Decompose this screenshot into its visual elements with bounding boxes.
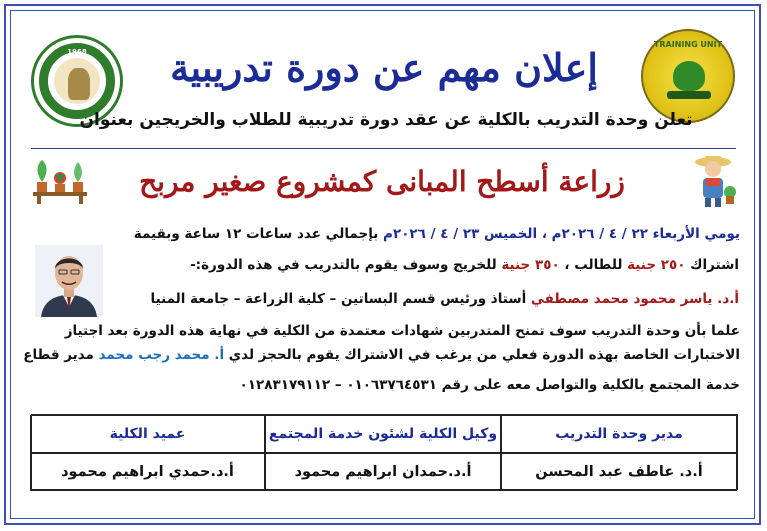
- signature-name: أ.د.حمدي ابراهيم محمود: [30, 453, 265, 491]
- course-dates-line: [28, 223, 740, 245]
- fees-prefix: اشتراك: [685, 257, 739, 273]
- graduate-fee: ٣٥٠ جنية: [501, 257, 560, 273]
- faculty-logo-year: 1968: [67, 48, 87, 56]
- training-unit-label: TRAINING UNIT: [653, 40, 723, 49]
- notice-line-2-suffix: مدير قطاع: [23, 347, 99, 363]
- pharaoh-emblem-icon: [54, 58, 100, 104]
- trainer-name: أ.د. ياسر محمود محمد مصطفي: [530, 291, 739, 307]
- signatures-table: [31, 414, 738, 490]
- announcement-title: إعلان مهم عن دورة تدريبية: [170, 45, 598, 90]
- notice-line-2: [23, 344, 740, 366]
- student-fee: ٢٥٠ جنية: [627, 257, 686, 273]
- emblem-base-icon: [667, 91, 711, 99]
- course-dates: يومي الأربعاء ٢٢ / ٤ / ٢٠٢٦م ، الخميس ٢٣ / ٤ / ٢٠٢٦م: [383, 226, 740, 242]
- fees-line: [99, 254, 739, 276]
- signature-name: أ.د.حمدان ابراهيم محمود: [265, 453, 501, 491]
- header-divider: [31, 148, 736, 149]
- farmer-icon: [686, 152, 740, 210]
- signature-name: أ.د. عاطف عبد المحسن: [501, 453, 737, 491]
- potted-plants-icon: [31, 158, 89, 206]
- plant-emblem-icon: [673, 61, 705, 91]
- signature-header: عميد الكلية: [30, 415, 265, 453]
- fees-suffix: للخريج وسوف يقوم بالتدريب في هذه الدورة:-: [190, 257, 502, 273]
- signature-header: مدير وحدة التدريب: [501, 415, 737, 453]
- trainer-title: أستاذ ورئيس قسم البساتين – كلية الزراعة – جامعة المنيا: [150, 291, 531, 307]
- trainer-line: [99, 288, 739, 310]
- announcement-subtitle: تعلن وحدة التدريب بالكلية عن عقد دورة تدريبية للطلاب والخريجين بعنوان: [79, 110, 693, 130]
- trainer-photo: [35, 245, 103, 317]
- notice-line-2-prefix: الاختبارات الخاصة بهذه الدورة فعلي من يرغب في الاشتراك يقوم بالحجز لدي: [224, 347, 740, 363]
- course-hours: بإجمالي عدد ساعات ١٢ ساعة وبقيمة: [133, 226, 384, 242]
- signature-header: وكيل الكلية لشئون خدمة المجتمع: [265, 415, 501, 453]
- notice-line-1: علما بأن وحدة التدريب سوف تمنح المتدربين شهادات معتمدة من الكلية في نهاية هذه الدورة بعد اجتياز: [64, 323, 740, 339]
- fees-mid: للطالب ،: [559, 257, 628, 273]
- course-title: زراعة أسطح المبانى كمشروع صغير مربح: [139, 165, 625, 198]
- contact-name: أ. محمد رجب محمد: [98, 347, 225, 363]
- notice-line-3: خدمة المجتمع بالكلية والتواصل معه على رقم ٠١٠٦٣٧٦٤٥٣١ – ٠١٢٨٣١٧٩١١٢: [239, 377, 740, 393]
